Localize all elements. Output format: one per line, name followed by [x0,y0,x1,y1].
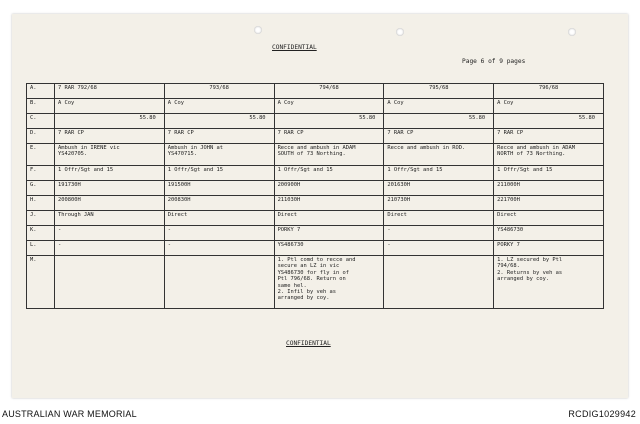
table-cell: 1 Offr/Sgt and 15 [164,166,274,181]
table-cell: 201630H [384,181,494,196]
row-label: L. [27,241,55,256]
table-cell: 211000H [494,181,604,196]
confidential-heading-bottom: CONFIDENTIAL [286,340,331,347]
table-cell: 221700H [494,196,604,211]
table-cell: Direct [274,211,384,226]
table-cell: 200800H [54,196,164,211]
row-label: M. [27,256,55,309]
row-label: A. [27,84,55,99]
confidential-heading-top: CONFIDENTIAL [272,44,317,51]
table-cell [54,256,164,309]
page-number: Page 6 of 9 pages [462,58,526,65]
table-cell: 7 RAR CP [54,129,164,144]
table-cell: 1 Offr/Sgt and 15 [54,166,164,181]
table-cell: Recce and ambush in ADAM NORTH of 73 Northing. [494,144,604,166]
row-label: F. [27,166,55,181]
archive-source-label: AUSTRALIAN WAR MEMORIAL [2,409,137,419]
table-cell [164,256,274,309]
table-cell: 191500H [164,181,274,196]
table-cell: 200900H [274,181,384,196]
table-cell: Recce and ambush in ROD. [384,144,494,166]
table-cell [384,256,494,309]
table-cell: A Coy [384,99,494,114]
table-row [27,129,604,144]
table-cell: Recce and ambush in ADAM SOUTH of 73 Northing. [274,144,384,166]
table-cell: PORKY 7 [494,241,604,256]
row-label: J. [27,211,55,226]
table-row [27,99,604,114]
table-cell: YS486730 [274,241,384,256]
table-cell: - [164,226,274,241]
table-cell: - [54,241,164,256]
table-cell: - [54,226,164,241]
row-label: D. [27,129,55,144]
table-row [27,114,604,129]
table-cell: - [384,241,494,256]
table-cell: A Coy [54,99,164,114]
table-cell: 55.80 [54,114,164,129]
table-cell: 1 Offr/Sgt and 15 [384,166,494,181]
table-cell: 7 RAR CP [274,129,384,144]
punch-hole [568,28,576,36]
table-cell: 55.80 [384,114,494,129]
table-row [27,84,604,99]
table-cell: 1 Offr/Sgt and 15 [274,166,384,181]
row-label: H. [27,196,55,211]
table-cell: 1. Ptl comd to recce and secure an LZ in vic YS486730 for fly in of Ptl 796/68. Return on same hel. 2. Infil by veh as arranged by coy. [274,256,384,309]
table-cell: Direct [164,211,274,226]
table-cell: - [384,226,494,241]
table-cell: Direct [494,211,604,226]
table-cell: A Coy [494,99,604,114]
patrol-table [26,83,604,309]
punch-hole [254,26,262,34]
table-cell: Through JAN [54,211,164,226]
row-label: G. [27,181,55,196]
table-cell: 191730H [54,181,164,196]
row-label: K. [27,226,55,241]
table-row [27,256,604,309]
table-cell: 1 Offr/Sgt and 15 [494,166,604,181]
table-cell: 211030H [274,196,384,211]
table-cell: A Coy [164,99,274,114]
table-cell: 7 RAR CP [494,129,604,144]
table-cell: 795/68 [384,84,494,99]
punch-hole [396,28,404,36]
table-row [27,226,604,241]
table-cell: YS486730 [494,226,604,241]
table-cell: 210730H [384,196,494,211]
table-cell: 1. LZ secured by Ptl 794/68. 2. Returns by veh as arranged by coy. [494,256,604,309]
table-cell: 55.80 [494,114,604,129]
archive-record-id: RCDIG1029942 [568,409,636,419]
table-cell: Direct [384,211,494,226]
row-label: C. [27,114,55,129]
table-cell: 7 RAR CP [384,129,494,144]
table-cell: 7 RAR 792/68 [54,84,164,99]
table-row [27,211,604,226]
table-cell: Ambush in IRENE vic YS420705. [54,144,164,166]
table-cell: Ambush in JOHN at YS470715. [164,144,274,166]
table-row [27,166,604,181]
table-cell: 794/68 [274,84,384,99]
table-row [27,181,604,196]
table-cell: - [164,241,274,256]
row-label: E. [27,144,55,166]
table-row [27,241,604,256]
table-cell: 200830H [164,196,274,211]
row-label: B. [27,99,55,114]
table-row [27,196,604,211]
table-cell: 793/68 [164,84,274,99]
table-cell: 55.80 [274,114,384,129]
table-row [27,144,604,166]
table-cell: 7 RAR CP [164,129,274,144]
table-cell: 55.80 [164,114,274,129]
table-cell: 796/68 [494,84,604,99]
table-cell: A Coy [274,99,384,114]
table-cell: PORKY 7 [274,226,384,241]
